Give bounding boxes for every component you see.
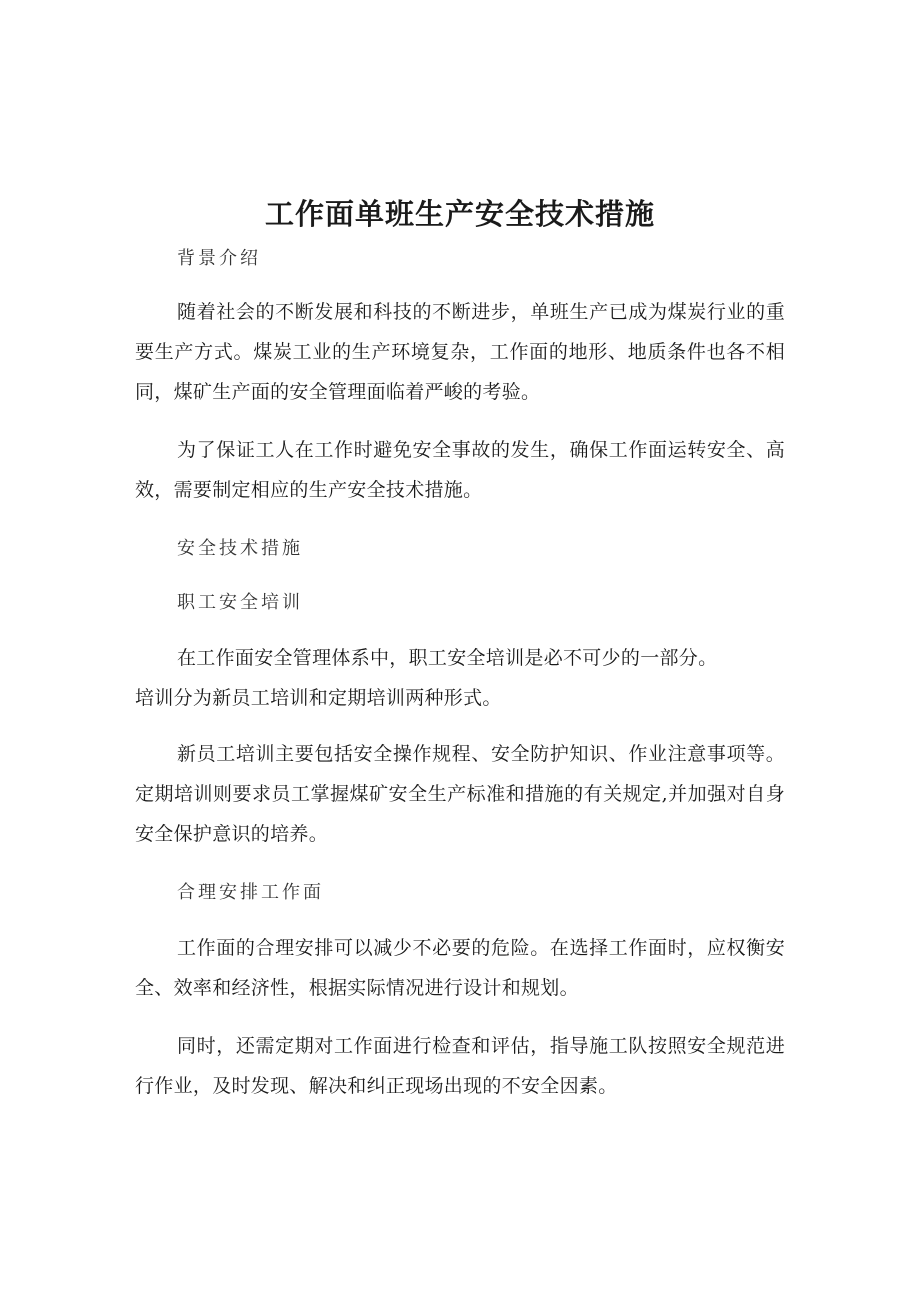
paragraph-background-1: 随着社会的不断发展和科技的不断进步，单班生产已成为煤炭行业的重要生产方式。煤炭工业的生产环境复杂，工作面的地形、地质条件也各不相同，煤矿生产面的安全管理面临着严峻的考验。	[135, 301, 785, 403]
heading-background: 背景介绍	[177, 248, 261, 269]
paragraph-background-2: 为了保证工人在工作时避免安全事故的发生，确保工作面运转安全、高效，需要制定相应的生产安全技术措施。	[135, 439, 785, 501]
paragraph-training-1a: 在工作面安全管理体系中，职工安全培训是必不可少的一部分。	[177, 647, 718, 669]
document-title: 工作面单班生产安全技术措施	[264, 197, 655, 231]
paragraph-arrangement-1: 工作面的合理安排可以减少不必要的危险。在选择工作面时，应权衡安全、效率和经济性，根据实际情况进行设计和规划。	[135, 937, 785, 999]
heading-safety-measures: 安全技术措施	[177, 538, 303, 559]
paragraph-training-2: 新员工培训主要包括安全操作规程、安全防护知识、作业注意事项等。定期培训则要求员工掌握煤矿安全生产标准和措施的有关规定,并加强对自身安全保护意识的培养。	[135, 743, 785, 845]
heading-staff-training: 职工安全培训	[177, 592, 303, 613]
paragraph-arrangement-2: 同时，还需定期对工作面进行检查和评估，指导施工队按照安全规范进行作业，及时发现、解决和纠正现场出现的不安全因素。	[135, 1035, 785, 1097]
heading-workface-arrangement: 合理安排工作面	[177, 882, 324, 903]
paragraph-training-1b: 培训分为新员工培训和定期培训两种形式。	[135, 687, 502, 709]
